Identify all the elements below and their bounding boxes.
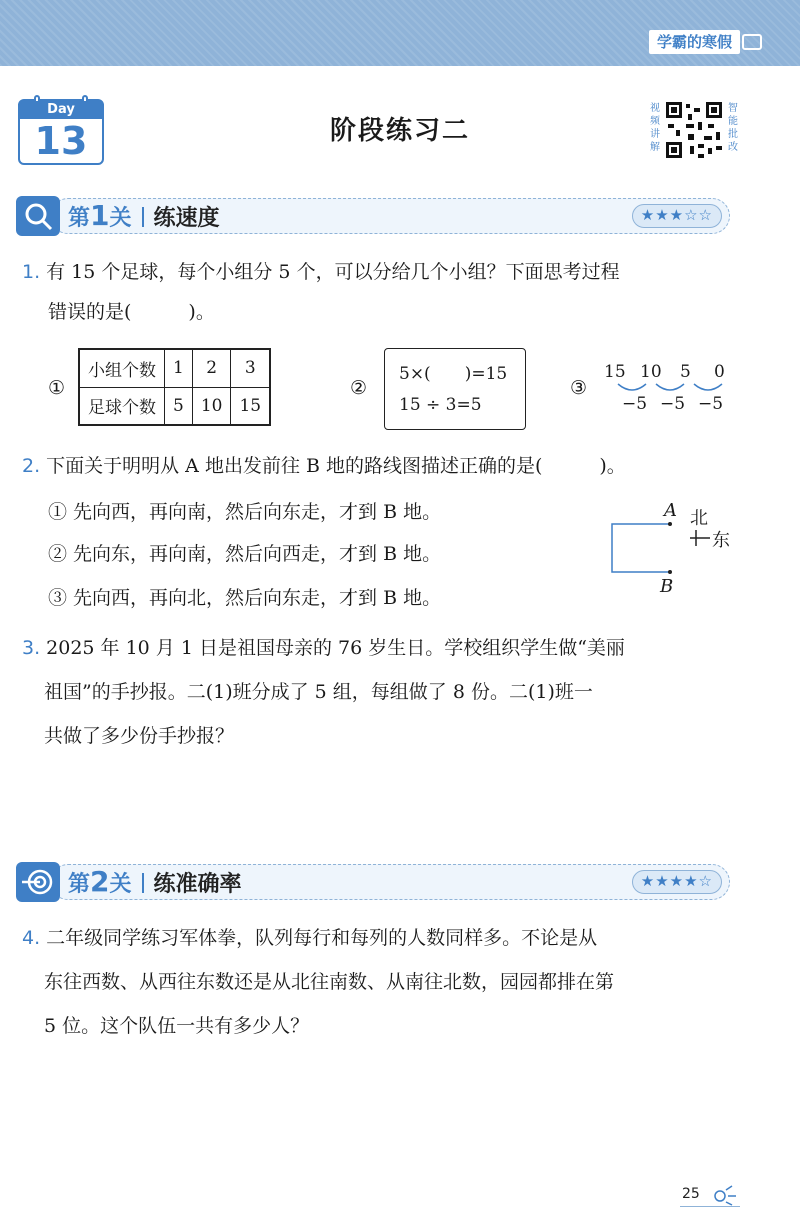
footer-rule [680,1206,740,1207]
group-table [78,348,271,426]
difficulty-stars: ★★★☆☆ [632,204,722,228]
question-text: 5 位。这个队伍一共有多少人？ [44,1015,310,1037]
question-number: 1. [22,261,41,283]
table-cell: 15 [231,387,270,425]
question-text: 祖国”的手抄报。二(1)班分成了 5 组，每组做了 8 份。二(1)班一 [44,681,593,703]
magnifier-icon [16,196,60,236]
option-marker: ③ [570,377,588,399]
section-subtitle: 练速度 [153,206,220,231]
question-number: 2. [22,455,41,477]
question-2 [22,446,742,486]
page-number: 25 [682,1186,700,1202]
sun-icon [708,1184,738,1206]
table-cell: 小组个数 [79,349,165,387]
question-3 [22,628,742,668]
option-text: ① 先向西，再向南，然后向东走，才到 B 地。 [48,501,442,523]
section-title: 第2关 练准确率 [68,865,242,898]
east-label: 东 [712,530,730,551]
qr-code-icon [664,100,724,160]
table-cell: 5 [165,387,193,425]
sequence-number: 15 [604,362,626,382]
route-map [600,500,740,600]
section-2-header [16,862,736,902]
table-cell: 3 [231,349,270,387]
table-cell: 10 [192,387,231,425]
question-number: 4. [22,927,41,949]
sequence-number: 10 [640,362,662,382]
sequence-operation: −5 [622,394,648,414]
north-label: 北 [690,508,708,529]
point-b-label: B [660,576,674,597]
equation-line: 5×( )=15 [399,364,508,384]
equation-line: 15 ÷ 3=5 [399,395,482,415]
page-title: 阶段练习二 [329,116,470,146]
option-marker: ② [350,377,368,399]
question-text: 2025 年 10 月 1 日是祖国母亲的 76 岁生日。学校组织学生做“美丽 [46,637,625,659]
question-text: 共做了多少份手抄报？ [44,725,235,747]
brand-label: 学霸的寒假 [649,30,740,54]
book-icon [742,34,762,50]
day-label: Day [20,101,102,119]
section-1-header [16,196,736,236]
qr-right-text: 智能批改 [728,103,738,153]
sequence-number: 5 [680,362,691,382]
sequence-operation: −5 [660,394,686,414]
question-text: 下面关于明明从 A 地出发前往 B 地的路线图描述正确的是( )。 [46,455,626,477]
table-cell: 足球个数 [79,387,165,425]
option-text: ② 先向东，再向南，然后向西走，才到 B 地。 [48,543,442,565]
target-icon [16,862,60,902]
question-text: 东往西数、从西往东数还是从北往南数、从南往北数，园园都排在第 [44,971,615,993]
difficulty-stars: ★★★★☆ [632,870,722,894]
table-cell: 2 [192,349,231,387]
qr-left-text: 视频讲解 [650,103,660,153]
subtraction-sequence [600,362,740,422]
question-text: 错误的是( )。 [48,301,215,323]
section-subtitle: 练准确率 [153,872,242,897]
section-title: 第1关 练速度 [68,199,220,232]
sequence-operation: −5 [698,394,724,414]
day-number: 13 [34,119,88,163]
table-cell: 1 [165,349,193,387]
sequence-number: 0 [714,362,725,382]
question-text: 二年级同学练习军体拳，队列每行和每列的人数同样多。不论是从 [46,927,598,949]
option-marker: ① [48,377,66,399]
question-1 [22,252,742,292]
question-4 [22,918,742,958]
equation-box [384,348,526,430]
point-a-label: A [664,500,677,521]
question-text: 有 15 个足球，每个小组分 5 个，可以分给几个小组？下面思考过程 [46,261,620,283]
option-text: ③ 先向西，再向北，然后向东走，才到 B 地。 [48,587,442,609]
qr-code-block[interactable] [648,98,740,166]
question-number: 3. [22,637,41,659]
